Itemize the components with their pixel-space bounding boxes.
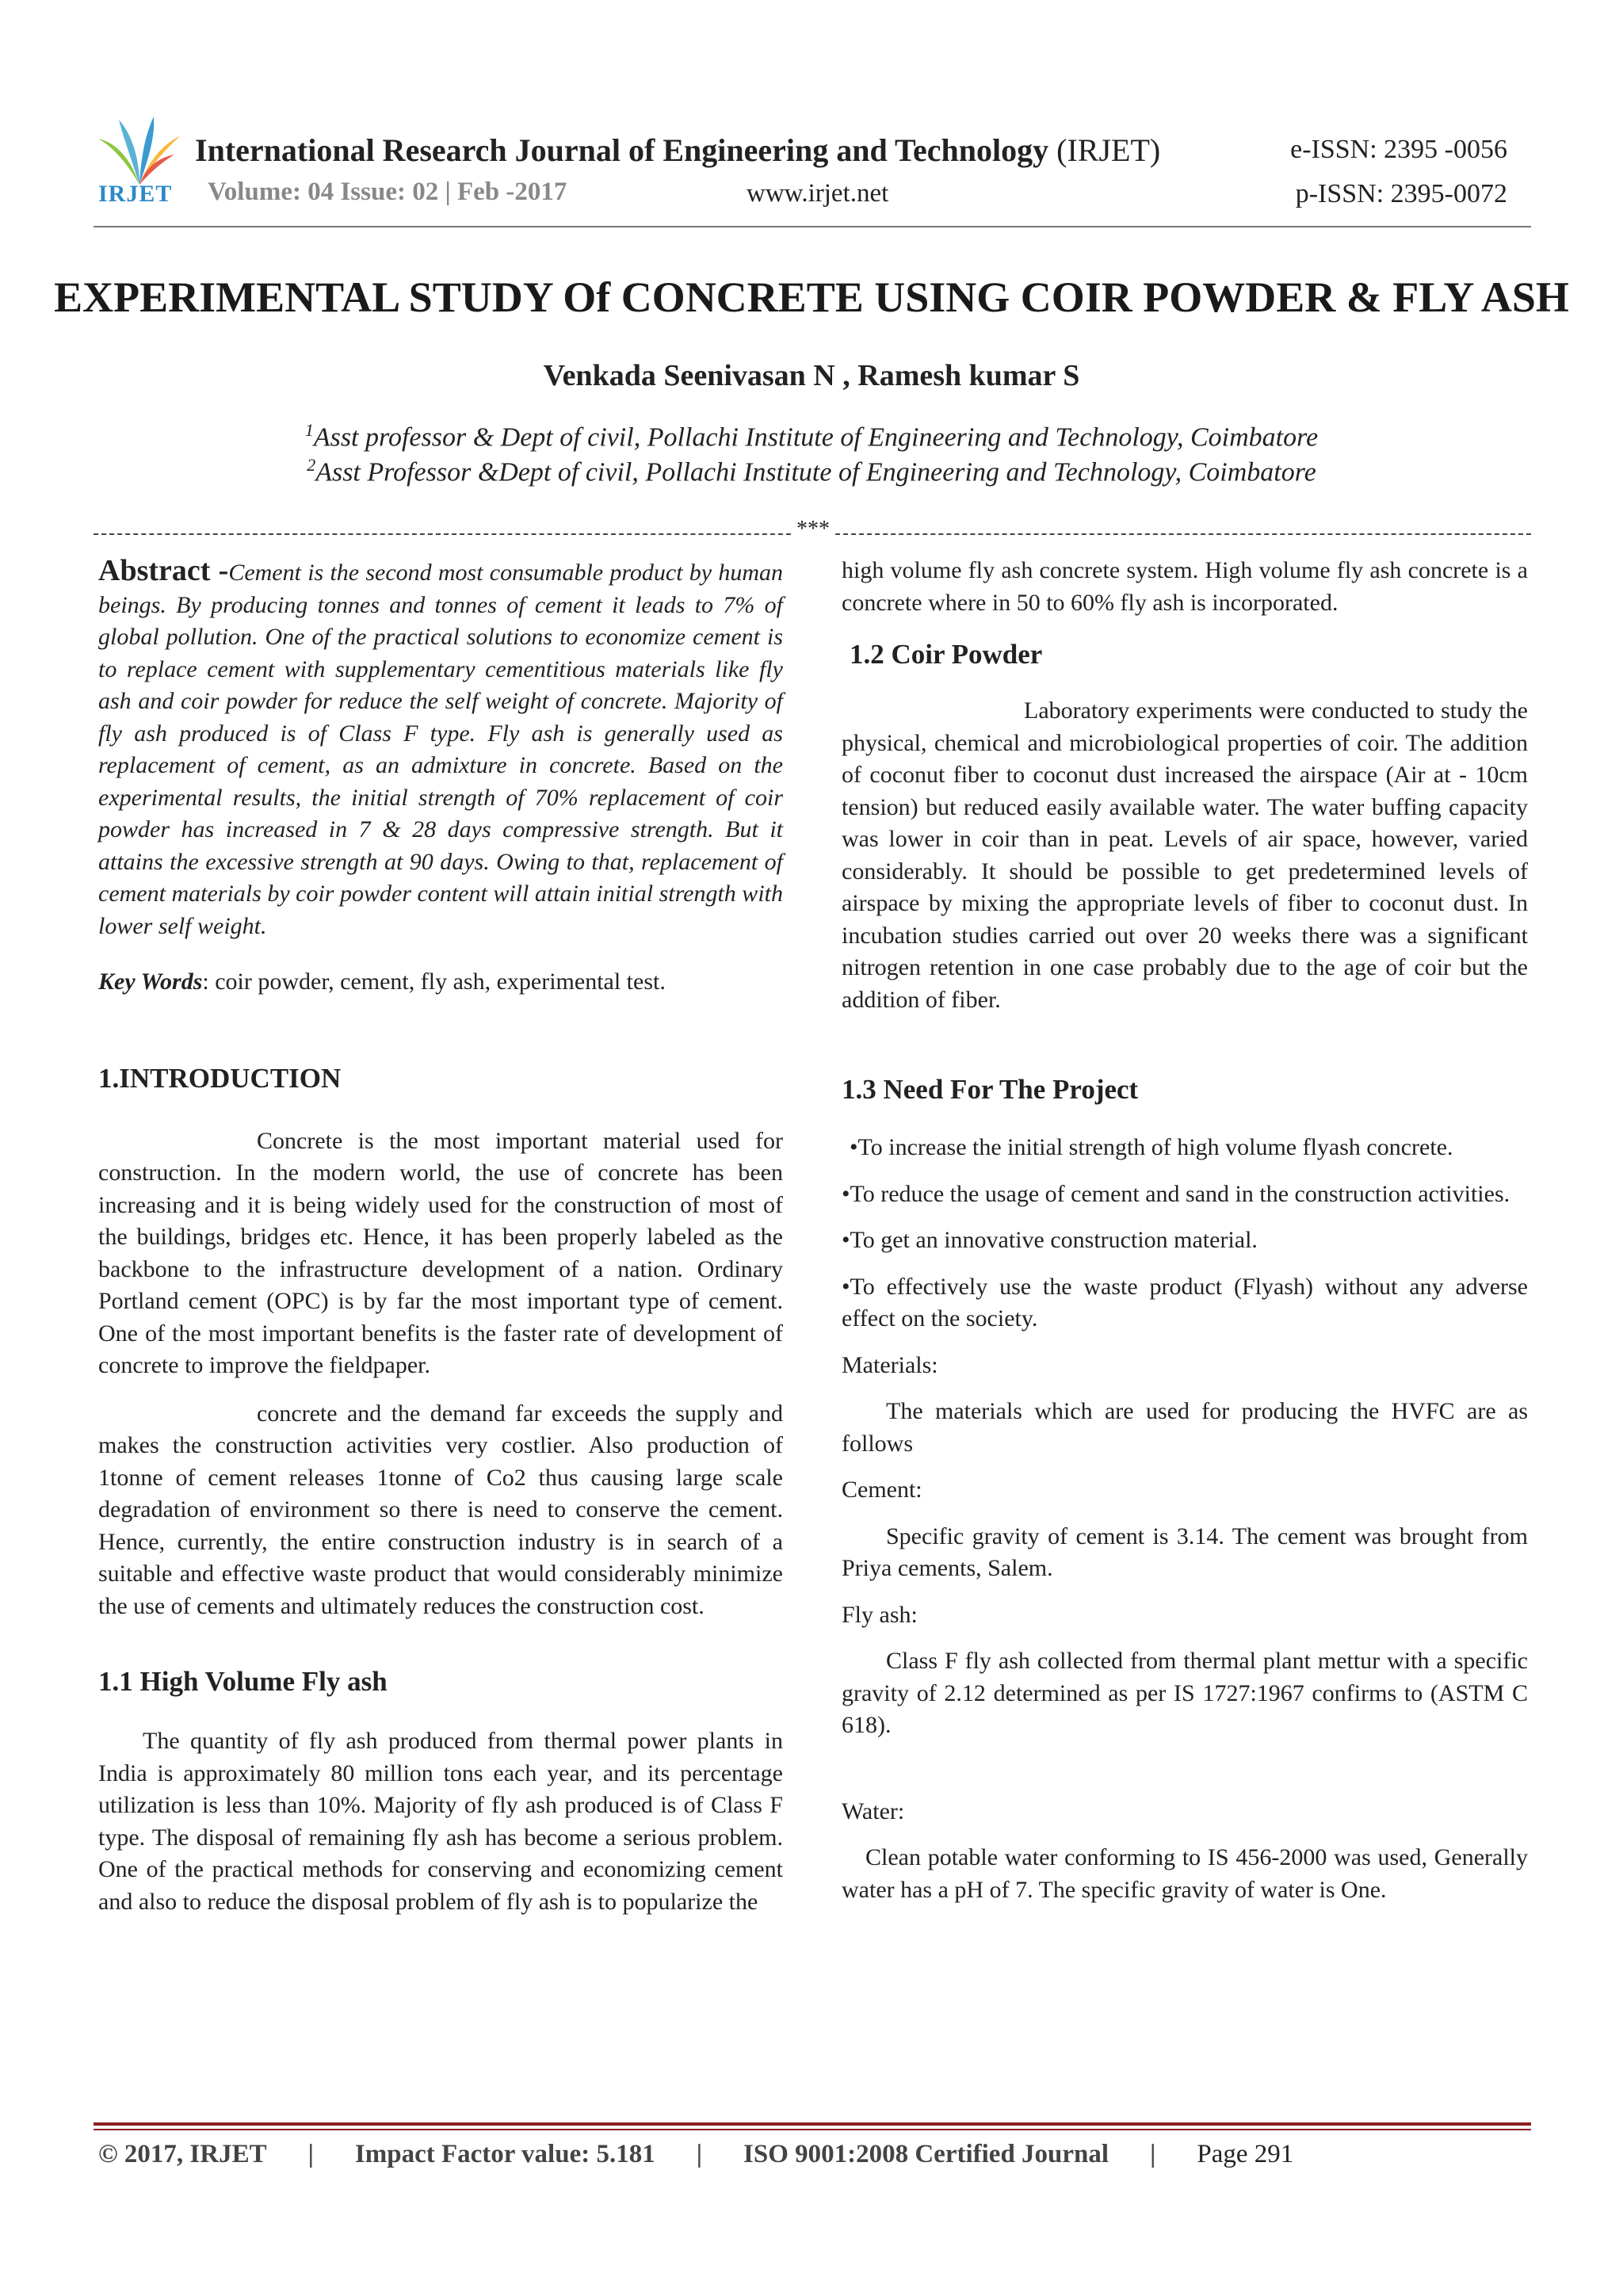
journal-abbr: (IRJET)	[1056, 132, 1161, 168]
footer-rule-thick	[94, 2122, 1531, 2126]
e-issn: e-ISSN: 2395 -0056	[1290, 135, 1507, 164]
separator-dash-left	[94, 533, 791, 535]
high-volume-fly-ash-heading: 1.1 High Volume Fly ash	[98, 1666, 388, 1697]
bullet-icon: •	[842, 1227, 850, 1253]
left-column	[98, 555, 783, 1918]
separator-mark: ***	[796, 517, 830, 541]
affiliation-2-number: 2	[307, 455, 316, 475]
abstract-label: Abstract -	[98, 554, 229, 587]
water-label: Water:	[842, 1797, 905, 1824]
footer-copyright: © 2017, IRJET	[98, 2140, 267, 2168]
affiliation-2	[0, 455, 1623, 487]
section-separator	[94, 517, 1531, 548]
introduction-heading: 1.INTRODUCTION	[98, 1062, 342, 1094]
cement-label: Cement:	[842, 1477, 922, 1503]
footer-iso-certification: ISO 9001:2008 Certified Journal	[743, 2140, 1109, 2168]
paper-authors: Venkada Seenivasan N , Ramesh kumar S	[543, 359, 1080, 392]
journal-title	[195, 132, 1160, 169]
page-footer	[98, 2140, 1293, 2169]
materials-text: The materials which are used for producing the HVFC are as follows	[842, 1398, 1528, 1457]
need-bullet-2	[842, 1179, 1528, 1211]
journal-website-link[interactable]: www.irjet.net	[747, 179, 889, 208]
introduction-paragraph-1: Concrete is the most important material used for construction. In the modern world, the use of concrete has been increasing and it is being widely used for the construction of most of the buildings, bridges etc. Hence, it has been properly labeled as the backbone to the infrastructure development of a nation. Ordinary Portland cement (OPC) is by far the most important type of cement. One of the most important benefits is the faster rate of development of concrete to improve the fieldpaper.	[98, 1127, 783, 1378]
journal-name: International Research Journal of Engineering and Technology	[195, 132, 1049, 168]
introduction-paragraph-2: concrete and the demand far exceeds the supply and makes the construction activities very costlier. Also production of 1tonne of cement releases 1tonne of Co2 thus causing large scale degradation of environment so there is need to conserve the cement. Hence, currently, the entire construction industry is in search of a suitable and effective waste product that would considerably minimize the use of cements and ultimately reduces the construction cost.	[98, 1400, 783, 1619]
footer-rule-thin	[94, 2129, 1531, 2130]
footer-impact-factor: Impact Factor value: 5.181	[354, 2140, 655, 2168]
high-volume-fly-ash-continued: high volume fly ash concrete system. High volume fly ash concrete is a concrete where in 50 to 60% fly ash is incorporated.	[842, 557, 1528, 616]
footer-divider: |	[696, 2140, 702, 2168]
p-issn: p-ISSN: 2395-0072	[1295, 179, 1507, 208]
keywords-label: Key Words	[98, 968, 203, 995]
need-bullet-2-text: To reduce the usage of cement and sand in the construction activities.	[850, 1180, 1510, 1207]
abstract-text: Cement is the second most consumable product by human beings. By producing tonnes and tonnes of cement it leads to 7% of global pollution. One of the practical solutions to economize cement is to replace cement with supplementary cementitious materials like fly ash and coir powder for reduce the self weight of concrete. Majority of fly ash produced is of Class F type. Fly ash is generally used as replacement of cement, as an admixture in concrete. Based on the experimental results, the initial strength of 70% replacement of coir powder has increased in 7 & 28 days compressive strength. But it attains the excessive strength at 90 days. Owing to that, replacement of cement materials by coir powder content will attain initial strength with lower self weight.	[98, 560, 784, 939]
high-volume-fly-ash-paragraph: The quantity of fly ash produced from thermal power plants in India is approximately 80 million tons each year, and its percentage utilization is less than 10%. Majority of fly ash produced is of Class F type. The disposal of remaining fly ash has become a serious problem. One of the practical methods for conserving and economizing cement and also to reduce the disposal problem of fly ash is to popularize the	[98, 1728, 783, 1915]
need-bullet-3-text: To get an innovative construction material.	[850, 1227, 1258, 1253]
cement-text: Specific gravity of cement is 3.14. The cement was brought from Priya cements, Salem.	[842, 1522, 1528, 1581]
abstract	[98, 555, 783, 942]
footer-divider: |	[307, 2140, 314, 2168]
need-bullet-1-text: To increase the initial strength of high volume flyash concrete.	[857, 1134, 1453, 1160]
affiliation-1-number: 1	[304, 420, 314, 440]
need-bullet-1	[842, 1132, 1528, 1164]
bullet-icon: •	[850, 1134, 858, 1160]
affiliation-1-text: Asst professor & Dept of civil, Pollachi Institute of Engineering and Technology, Coimbatore	[313, 422, 1319, 453]
leaf-logo-icon	[95, 115, 184, 186]
paper-title: EXPERIMENTAL STUDY Of CONCRETE USING COIR POWDER & FLY ASH	[54, 273, 1569, 321]
need-bullet-4-text: To effectively use the waste product (Flyash) without any adverse effect on the society.	[842, 1273, 1528, 1331]
fly-ash-label: Fly ash:	[842, 1601, 918, 1628]
need-for-project-heading: 1.3 Need For The Project	[842, 1074, 1139, 1105]
coir-powder-paragraph: Laboratory experiments were conducted to study the physical, chemical and microbiological properties of coir. The addition of coconut fiber to coconut dust increased the airspace (Air at - 10cm tension) but reduced easily available water. The water buffing capacity was lower in coir than in peat. Levels of air space, however, varied considerably. It should be possible to get predetermined levels of airspace by mixing the appropriate levels of fiber to coconut dust. In incubation studies carried out over 20 weeks there was a significant nitrogen retention in one case probably due to the age of coir but the addition of fiber.	[842, 697, 1528, 1013]
need-bullet-4	[842, 1271, 1528, 1335]
materials-label: Materials:	[842, 1351, 938, 1378]
water-text: Clean potable water conforming to IS 456-2000 was used, Generally water has a pH of 7. The specific gravity of water is One.	[842, 1844, 1528, 1903]
need-bullet-3	[842, 1224, 1528, 1257]
bullet-icon: •	[842, 1273, 850, 1300]
logo-wordmark: IRJET	[98, 181, 173, 207]
keywords-text: : coir powder, cement, fly ash, experimental test.	[202, 968, 666, 995]
coir-powder-heading: 1.2 Coir Powder	[850, 639, 1043, 670]
volume-issue: Volume: 04 Issue: 02 | Feb -2017	[208, 178, 567, 206]
page-number: Page 291	[1197, 2140, 1294, 2168]
separator-dash-right	[835, 533, 1531, 535]
keywords	[98, 966, 783, 999]
right-column	[842, 555, 1528, 1906]
header-divider	[94, 226, 1531, 227]
footer-divider: |	[1150, 2140, 1156, 2168]
bullet-icon: •	[842, 1180, 850, 1207]
fly-ash-text: Class F fly ash collected from thermal plant mettur with a specific gravity of 2.12 determined as per IS 1727:1967 confirms to (ASTM C 618).	[842, 1648, 1528, 1738]
affiliation-1	[0, 420, 1623, 453]
affiliation-2-text: Asst Professor &Dept of civil, Pollachi Institute of Engineering and Technology, Coimbatore	[315, 457, 1316, 487]
